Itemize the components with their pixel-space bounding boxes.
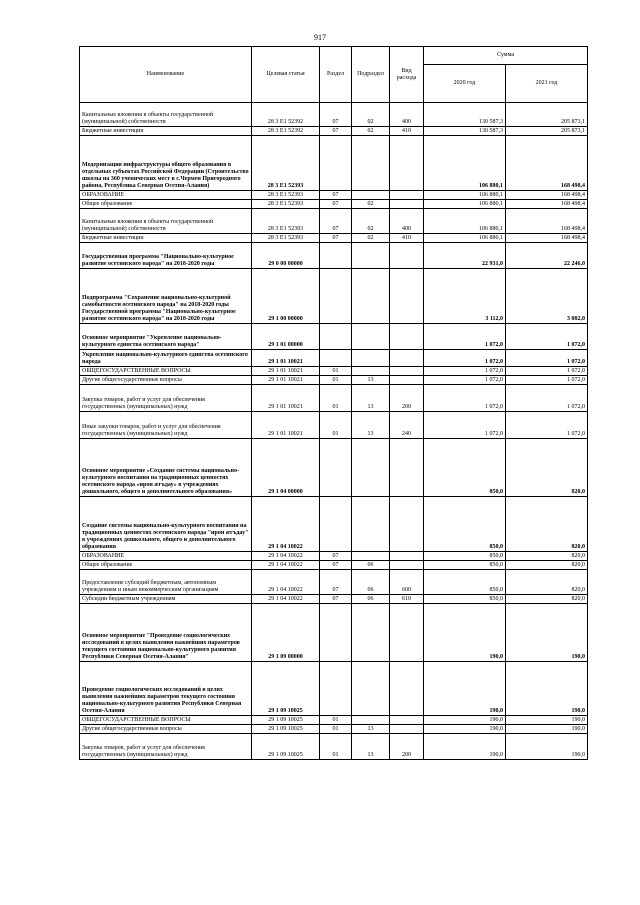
cell-section: 07	[320, 561, 352, 570]
cell-target-article: 29 1 09 00000	[252, 604, 320, 662]
cell-section	[320, 324, 352, 350]
cell-section: 01	[320, 716, 352, 725]
cell-target-article: 29 1 01 10021	[252, 367, 320, 376]
cell-expense-type	[390, 243, 424, 269]
cell-sum-2021: 1 072,0	[506, 367, 588, 376]
cell-sum-2020: 850,0	[424, 561, 506, 570]
cell-target-article: 29 1 01 10021	[252, 385, 320, 412]
table-row	[80, 561, 588, 570]
cell-expense-type	[390, 497, 424, 552]
cell-section: 01	[320, 412, 352, 439]
cell-sum-2021: 22 246,0	[506, 243, 588, 269]
table-row	[80, 385, 588, 412]
cell-section: 07	[320, 127, 352, 136]
cell-subsection: 02	[352, 209, 390, 234]
cell-name: ОБРАЗОВАНИЕ	[80, 552, 252, 561]
table-row	[80, 552, 588, 561]
cell-expense-type	[390, 604, 424, 662]
header-section: Раздел	[320, 47, 352, 103]
cell-sum-2020: 22 931,0	[424, 243, 506, 269]
header-subsection: Подраздел	[352, 47, 390, 103]
header-name: Наименование	[80, 47, 252, 103]
cell-target-article: 29 1 04 10022	[252, 497, 320, 552]
cell-sum-2021: 190,0	[506, 716, 588, 725]
cell-expense-type	[390, 324, 424, 350]
cell-sum-2020: 106 880,1	[424, 191, 506, 200]
cell-sum-2021: 3 082,0	[506, 269, 588, 324]
cell-sum-2021: 820,0	[506, 552, 588, 561]
cell-name: Закупка товаров, работ и услуг для обеспечения государственных (муниципальных) нужд	[80, 734, 252, 760]
cell-sum-2021: 820,0	[506, 497, 588, 552]
cell-section: 07	[320, 209, 352, 234]
cell-sum-2021: 1 072,0	[506, 350, 588, 367]
cell-name: Предоставление субсидий бюджетным, автономным учреждениям и иным некоммерческим организациям	[80, 570, 252, 595]
cell-subsection	[352, 269, 390, 324]
cell-subsection: 06	[352, 570, 390, 595]
cell-target-article: 28 3 E1 52393	[252, 191, 320, 200]
cell-name: Другие общегосударственные вопросы	[80, 376, 252, 385]
cell-sum-2020: 3 112,0	[424, 269, 506, 324]
cell-sum-2021: 168 498,4	[506, 234, 588, 243]
cell-subsection	[352, 497, 390, 552]
cell-sum-2020: 106 880,1	[424, 209, 506, 234]
cell-sum-2021: 190,0	[506, 725, 588, 734]
cell-expense-type	[390, 376, 424, 385]
table-row	[80, 103, 588, 127]
cell-expense-type	[390, 350, 424, 367]
cell-sum-2021: 205 873,1	[506, 127, 588, 136]
cell-section: 07	[320, 103, 352, 127]
cell-sum-2021: 820,0	[506, 570, 588, 595]
cell-sum-2021: 1 072,0	[506, 385, 588, 412]
table-row	[80, 136, 588, 191]
cell-name: Основное мероприятие "Проведение социологических исследований в целях выявления важнейших параметров текущего состояния национально-культурного развития Республики Северная Осетия-Алания"	[80, 604, 252, 662]
cell-section: 07	[320, 552, 352, 561]
cell-name: Общее образование	[80, 561, 252, 570]
cell-sum-2021: 205 873,1	[506, 103, 588, 127]
cell-target-article: 29 0 00 00000	[252, 243, 320, 269]
cell-section: 07	[320, 570, 352, 595]
cell-sum-2020: 850,0	[424, 439, 506, 497]
cell-name: Создание системы национально-культурного воспитания на традиционных ценностях осетинского народа "ирон æгъдау" в учреждениях дошкольного, общего и дополнительного образования	[80, 497, 252, 552]
table-row	[80, 725, 588, 734]
cell-section: 07	[320, 234, 352, 243]
cell-sum-2020: 850,0	[424, 570, 506, 595]
cell-target-article: 29 1 04 10022	[252, 570, 320, 595]
cell-sum-2021: 1 072,0	[506, 324, 588, 350]
cell-target-article: 29 1 09 10025	[252, 734, 320, 760]
table-body	[80, 103, 588, 760]
table-header	[80, 47, 588, 103]
cell-subsection: 13	[352, 376, 390, 385]
cell-section: 01	[320, 725, 352, 734]
cell-subsection: 13	[352, 412, 390, 439]
table-row	[80, 200, 588, 209]
cell-subsection	[352, 716, 390, 725]
cell-sum-2020: 1 072,0	[424, 385, 506, 412]
cell-name: Закупка товаров, работ и услуг для обеспечения государственных (муниципальных) нужд	[80, 385, 252, 412]
cell-name: Иные закупки товаров, работ и услуг для обеспечения государственных (муниципальных) нужд	[80, 412, 252, 439]
cell-name: Бюджетные инвестиции	[80, 127, 252, 136]
cell-subsection	[352, 350, 390, 367]
cell-sum-2020: 1 072,0	[424, 376, 506, 385]
page-number: 917	[314, 33, 326, 42]
table-row	[80, 716, 588, 725]
cell-expense-type: 600	[390, 570, 424, 595]
cell-name: Основное мероприятие "Укрепление национально-культурного единства осетинского народа"	[80, 324, 252, 350]
cell-subsection	[352, 662, 390, 716]
cell-expense-type: 400	[390, 209, 424, 234]
cell-target-article: 29 1 09 10025	[252, 716, 320, 725]
cell-section: 01	[320, 734, 352, 760]
cell-target-article: 28 3 E1 52393	[252, 209, 320, 234]
cell-expense-type	[390, 439, 424, 497]
cell-target-article: 29 1 01 00000	[252, 324, 320, 350]
table-row	[80, 412, 588, 439]
cell-subsection: 02	[352, 127, 390, 136]
cell-expense-type	[390, 200, 424, 209]
cell-name: ОБЩЕГОСУДАРСТВЕННЫЕ ВОПРОСЫ	[80, 716, 252, 725]
cell-expense-type: 410	[390, 127, 424, 136]
header-target-article: Целевая статья	[252, 47, 320, 103]
table-row	[80, 734, 588, 760]
cell-name: Общее образование	[80, 200, 252, 209]
cell-target-article: 28 3 E1 52393	[252, 200, 320, 209]
cell-section: 07	[320, 595, 352, 604]
cell-target-article: 29 1 09 10025	[252, 662, 320, 716]
cell-expense-type	[390, 662, 424, 716]
cell-target-article: 29 1 09 10025	[252, 725, 320, 734]
cell-section: 01	[320, 367, 352, 376]
cell-sum-2021: 190,0	[506, 662, 588, 716]
cell-sum-2020: 190,0	[424, 604, 506, 662]
table-row	[80, 127, 588, 136]
cell-target-article: 29 1 01 10021	[252, 376, 320, 385]
cell-target-article: 28 3 E1 52392	[252, 127, 320, 136]
cell-name: Капитальные вложения в объекты государственной (муниципальной) собственности	[80, 103, 252, 127]
cell-sum-2020: 850,0	[424, 595, 506, 604]
cell-name: ОБРАЗОВАНИЕ	[80, 191, 252, 200]
header-sum: Сумма	[424, 47, 588, 65]
cell-subsection	[352, 439, 390, 497]
table-row	[80, 234, 588, 243]
table-row	[80, 376, 588, 385]
cell-expense-type	[390, 725, 424, 734]
cell-sum-2020: 850,0	[424, 497, 506, 552]
cell-expense-type: 200	[390, 385, 424, 412]
cell-section: 07	[320, 200, 352, 209]
table-row	[80, 191, 588, 200]
cell-subsection	[352, 604, 390, 662]
cell-section	[320, 439, 352, 497]
cell-expense-type: 610	[390, 595, 424, 604]
table-row	[80, 243, 588, 269]
cell-expense-type	[390, 561, 424, 570]
table-row	[80, 497, 588, 552]
cell-sum-2020: 106 880,1	[424, 136, 506, 191]
cell-subsection: 13	[352, 385, 390, 412]
cell-sum-2020: 190,0	[424, 725, 506, 734]
cell-expense-type: 200	[390, 734, 424, 760]
header-year-2021: 2021 год	[506, 65, 588, 103]
cell-subsection: 02	[352, 200, 390, 209]
cell-subsection: 06	[352, 595, 390, 604]
cell-expense-type	[390, 191, 424, 200]
cell-sum-2020: 190,0	[424, 662, 506, 716]
cell-sum-2020: 1 072,0	[424, 367, 506, 376]
cell-expense-type	[390, 552, 424, 561]
cell-target-article: 29 1 04 10022	[252, 595, 320, 604]
cell-sum-2020: 1 072,0	[424, 324, 506, 350]
cell-expense-type: 410	[390, 234, 424, 243]
cell-name: Другие общегосударственные вопросы	[80, 725, 252, 734]
cell-target-article: 29 1 04 10022	[252, 552, 320, 561]
cell-expense-type	[390, 716, 424, 725]
cell-name: Укрепление национально-культурного единства осетинского народа	[80, 350, 252, 367]
budget-table	[79, 46, 588, 760]
table-row	[80, 570, 588, 595]
cell-subsection	[352, 367, 390, 376]
cell-sum-2020: 850,0	[424, 552, 506, 561]
cell-sum-2021: 168 498,4	[506, 209, 588, 234]
cell-name: Модернизация инфраструктуры общего образования в отдельных субъектах Российской Федерации (Строительство школы на 360 ученических мест в с.Чермен Пригородного района, Республика Северная Осетия-Алания)	[80, 136, 252, 191]
cell-sum-2021: 168 498,4	[506, 136, 588, 191]
cell-sum-2021: 1 072,0	[506, 412, 588, 439]
cell-sum-2021: 168 498,4	[506, 191, 588, 200]
cell-subsection	[352, 243, 390, 269]
cell-subsection	[352, 324, 390, 350]
cell-section	[320, 136, 352, 191]
table-row	[80, 269, 588, 324]
cell-name: Субсидии бюджетным учреждениям	[80, 595, 252, 604]
cell-sum-2020: 106 880,1	[424, 200, 506, 209]
cell-target-article: 29 1 01 10021	[252, 412, 320, 439]
cell-sum-2020: 1 072,0	[424, 412, 506, 439]
cell-subsection	[352, 136, 390, 191]
cell-sum-2020: 130 587,3	[424, 127, 506, 136]
cell-section: 07	[320, 191, 352, 200]
cell-sum-2021: 820,0	[506, 595, 588, 604]
cell-expense-type: 400	[390, 103, 424, 127]
cell-section: 01	[320, 385, 352, 412]
cell-name: Бюджетные инвестиции	[80, 234, 252, 243]
cell-target-article: 29 1 04 10022	[252, 561, 320, 570]
cell-expense-type	[390, 367, 424, 376]
cell-name: Основное мероприятие «Создание системы национально-культурного воспитания на традиционных ценностях осетинского народа «ирон æгъдау» в учреждениях дошкольного, общего и дополнительного образования»	[80, 439, 252, 497]
cell-sum-2020: 130 587,3	[424, 103, 506, 127]
cell-subsection: 06	[352, 561, 390, 570]
table-row	[80, 595, 588, 604]
cell-subsection: 13	[352, 734, 390, 760]
cell-target-article: 28 3 E1 52393	[252, 234, 320, 243]
cell-name: Государственная программа "Национально-культурное развитие осетинского народа" на 2018-2020 годы	[80, 243, 252, 269]
table-row	[80, 662, 588, 716]
table-row	[80, 604, 588, 662]
cell-name: ОБЩЕГОСУДАРСТВЕННЫЕ ВОПРОСЫ	[80, 367, 252, 376]
cell-target-article: 29 1 00 00000	[252, 269, 320, 324]
cell-subsection: 02	[352, 103, 390, 127]
cell-sum-2021: 168 498,4	[506, 200, 588, 209]
cell-subsection	[352, 191, 390, 200]
cell-sum-2020: 106 880,1	[424, 234, 506, 243]
cell-expense-type	[390, 269, 424, 324]
header-year-2020: 2020 год	[424, 65, 506, 103]
header-expense-type: Вид расхода	[390, 47, 424, 103]
cell-section	[320, 662, 352, 716]
cell-expense-type: 240	[390, 412, 424, 439]
cell-sum-2020: 190,0	[424, 716, 506, 725]
cell-sum-2020: 190,0	[424, 734, 506, 760]
table-row	[80, 209, 588, 234]
cell-sum-2021: 820,0	[506, 439, 588, 497]
cell-section: 01	[320, 376, 352, 385]
cell-subsection: 02	[352, 234, 390, 243]
cell-sum-2020: 1 072,0	[424, 350, 506, 367]
cell-section	[320, 243, 352, 269]
cell-section	[320, 350, 352, 367]
table-row	[80, 367, 588, 376]
cell-name: Подпрограмма "Сохранение национально-культурной самобытности осетинского народа" на 2018-2020 годы Государственной программы "Национально-культурное развитие осетинского народа" на 2018-2020 годы	[80, 269, 252, 324]
cell-subsection	[352, 552, 390, 561]
cell-section	[320, 269, 352, 324]
cell-target-article: 28 3 E1 52392	[252, 103, 320, 127]
cell-target-article: 29 1 01 10021	[252, 350, 320, 367]
table-row	[80, 350, 588, 367]
cell-sum-2021: 820,0	[506, 561, 588, 570]
table-row	[80, 324, 588, 350]
cell-sum-2021: 190,0	[506, 734, 588, 760]
cell-name: Капитальные вложения в объекты государственной (муниципальной) собственности	[80, 209, 252, 234]
cell-subsection: 13	[352, 725, 390, 734]
table-row	[80, 439, 588, 497]
cell-section	[320, 497, 352, 552]
cell-name: Проведение социологических исследований в целях выявления важнейших параметров текущего состояния национально-культурного развития Республики Северная Осетия-Алания	[80, 662, 252, 716]
cell-target-article: 29 1 04 00000	[252, 439, 320, 497]
cell-expense-type	[390, 136, 424, 191]
cell-target-article: 28 3 E1 52393	[252, 136, 320, 191]
cell-sum-2021: 1 072,0	[506, 376, 588, 385]
cell-section	[320, 604, 352, 662]
cell-sum-2021: 190,0	[506, 604, 588, 662]
